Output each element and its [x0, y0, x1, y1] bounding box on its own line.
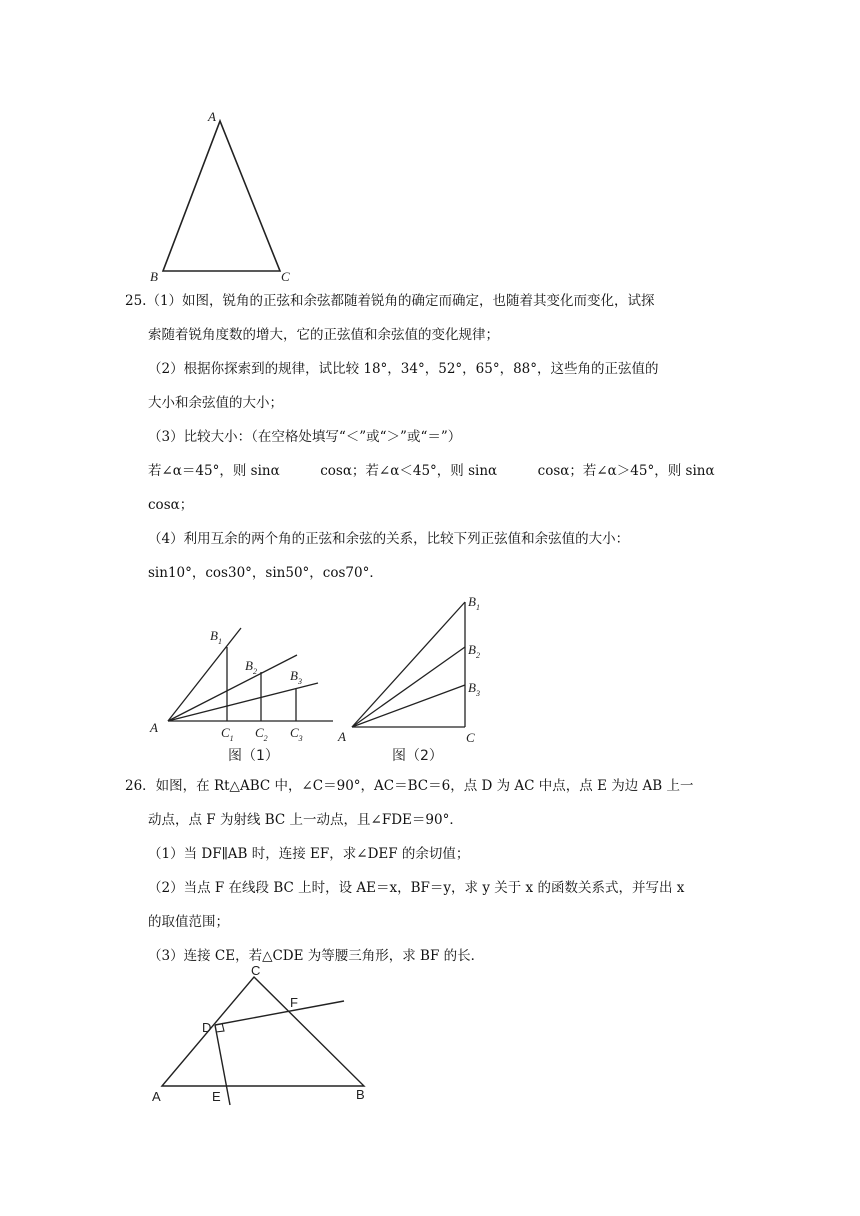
fig1-sub-b3: 3: [297, 677, 302, 686]
fig1-label-b1: B: [210, 628, 218, 643]
figure-isosceles-triangle: [140, 105, 310, 285]
svg-text:B1: [468, 594, 480, 612]
fig1-label-c3: C: [290, 725, 299, 740]
fig1-sub-c2: 2: [263, 734, 268, 743]
fig1-label-b3: B: [290, 668, 298, 683]
label-a: A: [208, 109, 216, 124]
fig2-caption: 图（2）: [392, 748, 443, 764]
figure-sine-cosine: [140, 590, 500, 770]
fig1-label-c1: C: [221, 725, 230, 740]
svg-text:B1: [210, 628, 222, 646]
fig1-sub-c3: 3: [298, 734, 303, 743]
fig3-label-a: A: [152, 1089, 161, 1104]
fig3-label-d: D: [202, 1020, 212, 1035]
fig1-caption: 图（1）: [228, 748, 279, 764]
fig1-sub-c1: 1: [229, 734, 234, 743]
label-c: C: [281, 269, 290, 284]
figure-1: [149, 628, 333, 764]
fig1-sub-b1: 1: [217, 637, 222, 646]
svg-text:B3: [290, 668, 302, 686]
fig2-label-b3: B: [468, 680, 476, 695]
svg-text:C2: [255, 725, 268, 743]
fig1-label-b2: B: [245, 658, 253, 673]
q26-line-4: （2）当点 F 在线段 BC 上时，设 AE＝x，BF＝y，求 y 关于 x 的函数关系式，并写出 x: [148, 880, 685, 896]
q25-line-1: 25.（1）如图，锐角的正弦和余弦都随着锐角的确定而确定，也随着其变化而变化，试探: [125, 293, 655, 309]
q25-line-4: 大小和余弦值的大小；: [148, 395, 283, 411]
svg-text:B2: [245, 658, 257, 676]
fig2-label-a: A: [338, 729, 346, 744]
q25-line-5: （3）比较大小：（在空格处填写“＜”或“＞”或“＝”）: [148, 429, 462, 445]
q25-line-2: 索随着锐角度数的增大，它的正弦值和余弦值的变化规律；: [148, 327, 499, 343]
q25-line-6: 若∠α＝45°，则 sinα cosα；若∠α＜45°，则 sinα cosα；若∠α＞45°，则 sinα: [148, 463, 715, 479]
svg-text:B3: [468, 680, 480, 698]
svg-text:B2: [468, 642, 480, 660]
q25-line-3: （2）根据你探索到的规律，试比较 18°，34°，52°，65°，88°，这些角的正弦值的: [148, 361, 659, 377]
fig2-sub-b2: 2: [475, 651, 480, 660]
fig1-label-c2: C: [255, 725, 264, 740]
svg-text:C1: [221, 725, 234, 743]
q25-line-7: cosα；: [148, 497, 194, 513]
fig3-label-b: B: [356, 1087, 365, 1102]
q25-line-9: sin10°，cos30°，sin50°，cos70°．: [148, 565, 383, 581]
fig2-sub-b3: 3: [475, 689, 480, 698]
fig1-sub-b2: 2: [252, 667, 257, 676]
svg-text:C3: [290, 725, 303, 743]
label-b: B: [150, 269, 158, 284]
fig2-label-b2: B: [468, 642, 476, 657]
fig3-label-c: C: [251, 965, 261, 978]
figure-right-triangle: [140, 965, 380, 1110]
q26-line-6: （3）连接 CE，若△CDE 为等腰三角形，求 BF 的长．: [148, 948, 485, 964]
fig2-label-c: C: [466, 730, 475, 745]
fig2-label-b1: B: [468, 594, 476, 609]
q26-line-2: 动点，点 F 为射线 BC 上一动点，且∠FDE＝90°．: [148, 812, 463, 828]
fig3-label-f: F: [290, 995, 298, 1010]
fig2-sub-b1: 1: [475, 603, 480, 612]
q26-line-1: 26．如图，在 Rt△ABC 中，∠C＝90°，AC＝BC＝6，点 D 为 AC 中点，点 E 为边 AB 上一: [125, 778, 694, 794]
fig3-label-e: E: [212, 1089, 221, 1104]
figure-2: [337, 594, 480, 764]
q26-line-5: 的取值范围；: [148, 914, 229, 930]
q26-line-3: （1）当 DF∥AB 时，连接 EF，求∠DEF 的余切值；: [148, 846, 470, 862]
fig1-label-a: A: [150, 720, 158, 735]
q25-line-8: （4）利用互余的两个角的正弦和余弦的关系，比较下列正弦值和余弦值的大小：: [148, 531, 630, 547]
